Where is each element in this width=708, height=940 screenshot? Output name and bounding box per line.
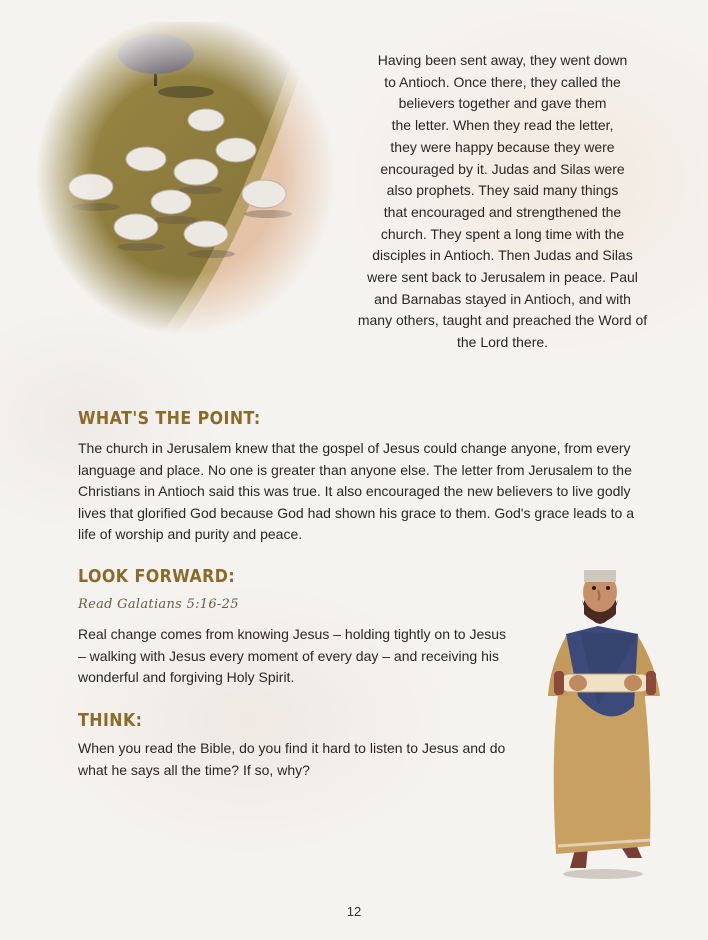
think-line: what he says all the time? If so, why? (78, 761, 310, 778)
point-line: Christians in Antioch said this was true. It also encouraged the new believers to live godly (78, 483, 631, 500)
think-line: When you read the Bible, do you find it hard to listen to Jesus and do (78, 740, 506, 756)
story-line: disciples in Antioch. Then Judas and Silas (372, 247, 633, 264)
story-line: the letter. When they read the letter, (391, 117, 614, 134)
story-line: and Barnabas stayed in Antioch, and with (374, 290, 631, 307)
story-line: that encouraged and strengthened the (383, 203, 622, 220)
look-forward-text (78, 624, 506, 689)
scripture-reference: Read Galatians 5:16-25 (78, 597, 239, 612)
whats-the-point-heading: WHAT'S THE POINT: (78, 408, 261, 429)
forward-line: wonderful and forgiving Holy Spirit. (78, 669, 295, 686)
story-text (330, 50, 675, 354)
point-line: language and place. No one is greater than anyone else. The letter from Jerusalem to the (78, 461, 632, 478)
sheep-field-illustration (36, 22, 336, 342)
point-line: lives that glorified God because God had shown his grace to them. God's grace leads to a (78, 504, 634, 521)
forward-line: – walking with Jesus every moment of every day – and receiving his (78, 647, 499, 664)
story-line: many others, taught and preached the Word of (357, 312, 648, 329)
story-line: to Antioch. Once there, they called the (384, 73, 621, 90)
whats-the-point-text (78, 438, 634, 546)
story-line: encouraged by it. Judas and Silas were (380, 160, 625, 177)
story-line: Having been sent away, they went down (377, 52, 628, 68)
story-line: the Lord there. (456, 334, 549, 351)
think-text (78, 738, 505, 781)
story-line: were sent back to Jerusalem in peace. Paul (367, 269, 638, 286)
story-line: they were happy because they were (390, 138, 615, 155)
story-line: believers together and gave them (398, 95, 607, 112)
man-with-scroll-illustration (538, 556, 668, 881)
think-heading: THINK: (78, 710, 143, 731)
story-line: also prophets. They said many things (386, 182, 619, 199)
look-forward-heading: LOOK FORWARD: (78, 566, 236, 587)
forward-line: Real change comes from knowing Jesus – holding tightly on to Jesus (78, 626, 507, 642)
point-line: life of worship and purity and peace. (78, 526, 303, 543)
point-line: The church in Jerusalem knew that the gospel of Jesus could change anyone, from every (78, 440, 631, 456)
page-number: 12 (346, 904, 362, 919)
story-line: church. They spent a long time with the (380, 225, 625, 242)
